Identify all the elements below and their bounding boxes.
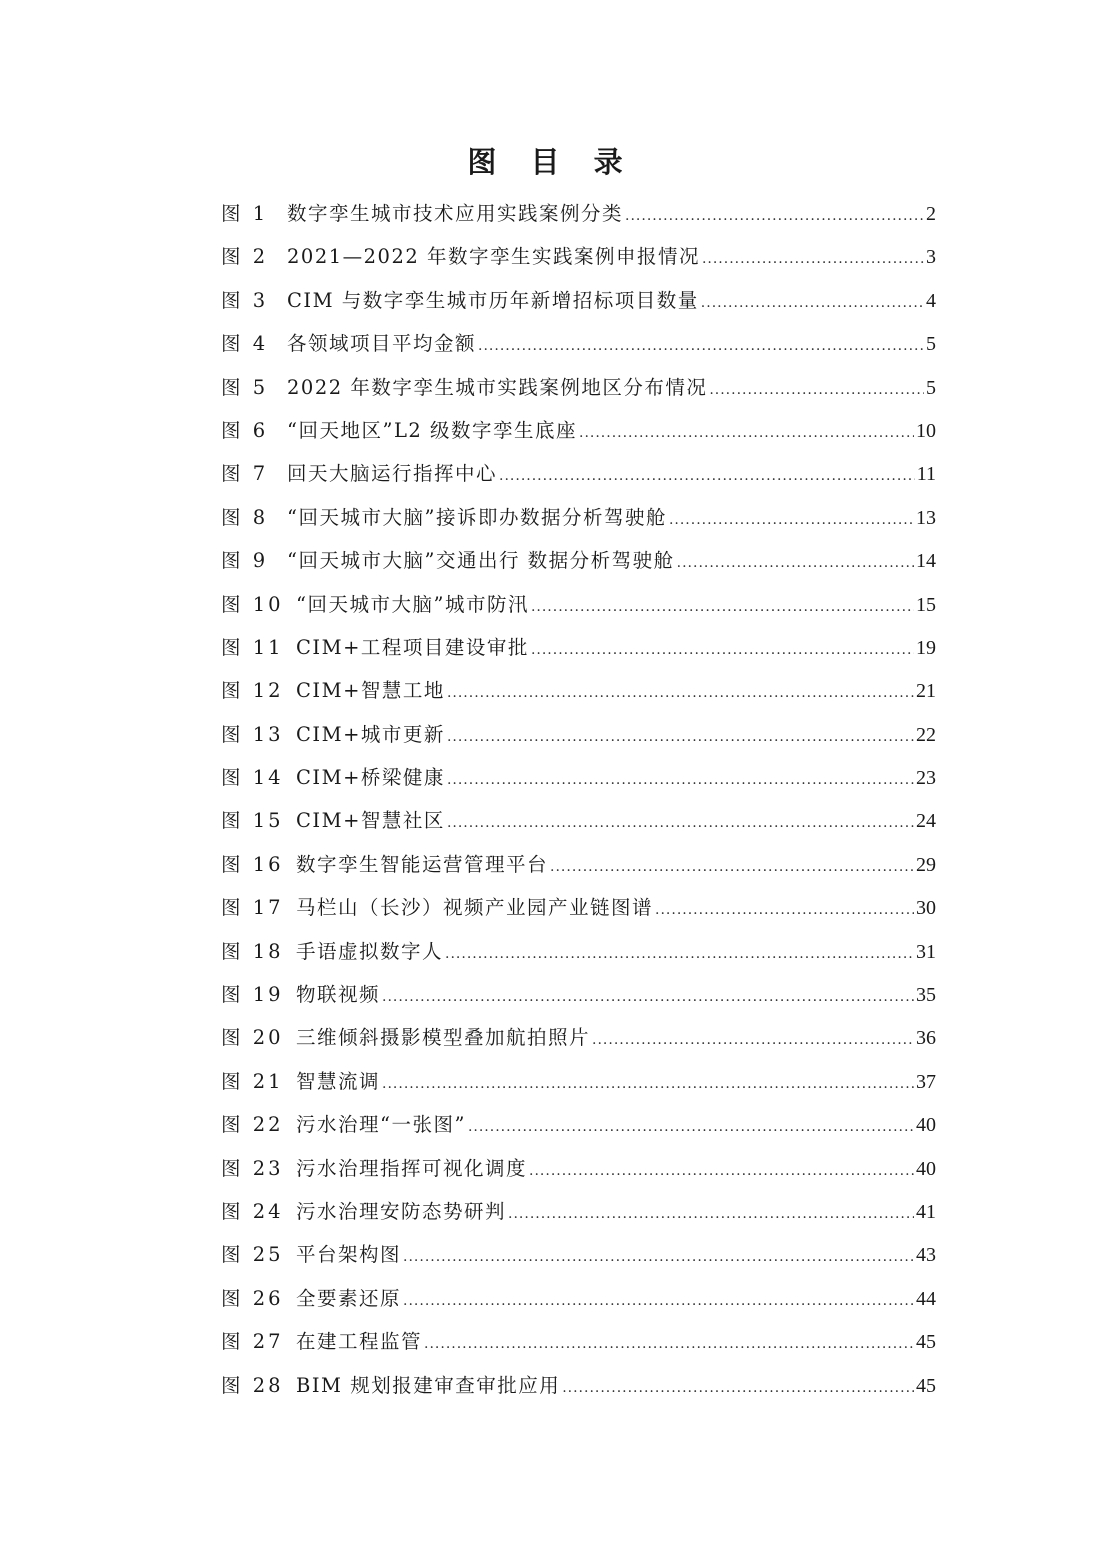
figure-title: CIM 与数字孪生城市历年新增招标项目数量 xyxy=(287,288,699,312)
dot-leader xyxy=(447,759,914,802)
toc-entry[interactable] xyxy=(221,973,936,1016)
figure-number: 图 22 xyxy=(221,1113,284,1137)
figure-title: CIM+工程项目建设审批 xyxy=(296,635,529,659)
toc-entry-label xyxy=(221,1320,422,1363)
toc-entry[interactable] xyxy=(221,279,936,322)
dot-leader xyxy=(424,1323,914,1366)
dot-leader xyxy=(478,325,924,368)
toc-entry[interactable] xyxy=(221,409,936,452)
toc-entry-label xyxy=(221,409,577,452)
figure-number: 图 4 xyxy=(221,332,269,356)
dot-leader xyxy=(625,195,924,238)
figure-title: 2022 年数字孪生城市实践案例地区分布情况 xyxy=(287,375,708,399)
toc-entry[interactable] xyxy=(221,452,936,495)
page-number: 43 xyxy=(916,1244,936,1267)
page-number: 23 xyxy=(916,767,936,790)
figure-number: 图 16 xyxy=(221,852,284,876)
toc-entry[interactable] xyxy=(221,1103,936,1146)
dot-leader xyxy=(562,1367,914,1410)
toc-entry-label xyxy=(221,539,675,582)
toc-entry-label xyxy=(221,930,443,973)
toc-entry[interactable] xyxy=(221,235,936,278)
toc-entry[interactable] xyxy=(221,539,936,582)
toc-entry-label xyxy=(221,192,623,235)
figure-title: CIM+城市更新 xyxy=(296,722,445,746)
page-number: 21 xyxy=(916,680,936,703)
figure-number: 图 25 xyxy=(221,1243,284,1267)
dot-leader xyxy=(709,369,924,412)
figure-title: “回天城市大脑”接诉即办数据分析驾驶舱 xyxy=(287,505,667,529)
toc-entry-label xyxy=(221,713,445,756)
page-number: 44 xyxy=(916,1287,936,1310)
toc-entry-label xyxy=(221,669,445,712)
figure-number: 图 18 xyxy=(221,939,284,963)
page-number: 24 xyxy=(916,810,936,833)
toc-entry-label xyxy=(221,366,707,409)
dot-leader xyxy=(529,1150,914,1193)
figure-title: “回天地区”L2 级数字孪生底座 xyxy=(287,418,577,442)
toc-entry[interactable] xyxy=(221,1233,936,1276)
page-number: 5 xyxy=(926,333,936,356)
figure-number: 图 11 xyxy=(221,635,284,659)
figure-number: 图 28 xyxy=(221,1373,284,1397)
toc-entry[interactable] xyxy=(221,366,936,409)
toc-entry[interactable] xyxy=(221,322,936,365)
dot-leader xyxy=(382,1063,914,1106)
toc-entry[interactable] xyxy=(221,583,936,626)
dot-leader xyxy=(445,933,914,976)
figure-number: 图 10 xyxy=(221,592,284,616)
toc-entry[interactable] xyxy=(221,496,936,539)
toc-entry-label xyxy=(221,496,667,539)
toc-entry-label xyxy=(221,973,380,1016)
toc-entry-label xyxy=(221,843,548,886)
figure-title: 物联视频 xyxy=(296,983,381,1007)
toc-entry-label xyxy=(221,799,445,842)
toc-entry-label xyxy=(221,1147,527,1190)
toc-entry-label xyxy=(221,1016,590,1059)
toc-entry-label xyxy=(221,452,497,495)
figure-title: 在建工程监管 xyxy=(296,1330,423,1354)
figure-title: “回天城市大脑”交通出行 数据分析驾驶舱 xyxy=(287,549,675,573)
figure-number: 图 7 xyxy=(221,462,269,486)
figure-title: 污水治理安防态势研判 xyxy=(296,1199,507,1223)
toc-entry-label xyxy=(221,235,700,278)
page-number: 29 xyxy=(916,853,936,876)
toc-entry[interactable] xyxy=(221,843,936,886)
figure-title: CIM+智慧社区 xyxy=(296,809,445,833)
dot-leader xyxy=(669,499,914,542)
figure-number: 图 3 xyxy=(221,288,269,312)
toc-entry-label xyxy=(221,1364,560,1407)
page-number: 3 xyxy=(926,246,936,269)
dot-leader xyxy=(702,238,924,281)
page-number: 36 xyxy=(916,1027,936,1050)
toc-entry[interactable] xyxy=(221,1190,936,1233)
dot-leader xyxy=(403,1236,914,1279)
page-number: 35 xyxy=(916,984,936,1007)
toc-entry[interactable] xyxy=(221,192,936,235)
dot-leader xyxy=(468,1106,914,1149)
dot-leader xyxy=(550,846,914,889)
figure-title: 2021—2022 年数字孪生实践案例申报情况 xyxy=(287,245,700,269)
toc-entry-label xyxy=(221,279,699,322)
page-number: 4 xyxy=(926,289,936,312)
page-number: 2 xyxy=(926,203,936,225)
page-number: 40 xyxy=(916,1114,936,1137)
page-number: 45 xyxy=(916,1374,936,1397)
dot-leader xyxy=(592,1019,914,1062)
figure-number: 图 6 xyxy=(221,418,269,442)
page-number: 22 xyxy=(916,723,936,746)
figure-number: 图 19 xyxy=(221,983,284,1007)
toc-entry-label xyxy=(221,1060,380,1103)
toc-entry-label xyxy=(221,1233,401,1276)
toc-entry-label xyxy=(221,626,529,669)
figure-title: CIM+智慧工地 xyxy=(296,679,445,703)
figure-number: 图 5 xyxy=(221,375,269,399)
page-number: 31 xyxy=(916,940,936,963)
toc-entry[interactable] xyxy=(221,1147,936,1190)
page-number: 37 xyxy=(916,1070,936,1093)
page-number: 15 xyxy=(916,593,936,616)
toc-entry[interactable] xyxy=(221,1016,936,1059)
toc-entry[interactable] xyxy=(221,669,936,712)
figure-title: 智慧流调 xyxy=(296,1069,381,1093)
toc-entry-label xyxy=(221,1277,401,1320)
toc-entry[interactable] xyxy=(221,1320,936,1363)
dot-leader xyxy=(508,1193,914,1236)
figure-number: 图 15 xyxy=(221,809,284,833)
figure-title: 污水治理指挥可视化调度 xyxy=(296,1156,528,1180)
dot-leader xyxy=(655,889,914,932)
figure-number: 图 1 xyxy=(221,202,269,225)
figure-number: 图 2 xyxy=(221,245,269,269)
toc-entry-label xyxy=(221,1190,506,1233)
figure-number: 图 14 xyxy=(221,766,284,790)
page-number: 13 xyxy=(916,506,936,529)
dot-leader xyxy=(447,716,914,759)
dot-leader xyxy=(677,542,914,585)
figure-number: 图 24 xyxy=(221,1199,284,1223)
figure-title: 数字孪生城市技术应用实践案例分类 xyxy=(287,202,624,225)
toc-entry[interactable] xyxy=(221,1364,936,1407)
toc-entry-label xyxy=(221,1103,466,1146)
page-title: 图 目 录 xyxy=(467,145,635,179)
dot-leader xyxy=(531,586,914,629)
figure-title: 手语虚拟数字人 xyxy=(296,939,444,963)
toc-entry[interactable] xyxy=(221,1060,936,1103)
toc-entry-label xyxy=(221,322,476,365)
figure-title: BIM 规划报建审查审批应用 xyxy=(296,1373,561,1397)
toc-entry[interactable] xyxy=(221,886,936,929)
figure-title: 数字孪生智能运营管理平台 xyxy=(296,852,549,876)
figure-number: 图 26 xyxy=(221,1286,284,1310)
page-number: 45 xyxy=(916,1331,936,1354)
figure-number: 图 23 xyxy=(221,1156,284,1180)
figure-list xyxy=(221,192,936,1407)
dot-leader xyxy=(447,802,914,845)
toc-entry[interactable] xyxy=(221,1277,936,1320)
figure-title: 全要素还原 xyxy=(296,1286,402,1310)
dot-leader xyxy=(403,1280,914,1323)
dot-leader xyxy=(701,282,924,325)
figure-title: CIM+桥梁健康 xyxy=(296,766,445,790)
page-number: 14 xyxy=(916,550,936,573)
page-number: 11 xyxy=(916,463,936,486)
figure-number: 图 20 xyxy=(221,1026,284,1050)
page-number: 19 xyxy=(916,636,936,659)
page-number: 5 xyxy=(926,376,936,399)
toc-entry-label xyxy=(221,756,445,799)
page-number: 41 xyxy=(916,1200,936,1223)
toc-entry-label xyxy=(221,583,529,626)
page-number: 10 xyxy=(916,419,936,442)
toc-entry[interactable] xyxy=(221,756,936,799)
toc-entry[interactable] xyxy=(221,626,936,669)
figure-title: 平台架构图 xyxy=(296,1243,402,1267)
figure-title: 马栏山（长沙）视频产业园产业链图谱 xyxy=(296,896,654,920)
dot-leader xyxy=(531,629,914,672)
dot-leader xyxy=(499,455,915,498)
figure-number: 图 27 xyxy=(221,1330,284,1354)
figure-number: 图 17 xyxy=(221,896,284,920)
figure-title: 三维倾斜摄影模型叠加航拍照片 xyxy=(296,1026,591,1050)
figure-number: 图 9 xyxy=(221,549,269,573)
toc-entry[interactable] xyxy=(221,713,936,756)
toc-entry-label xyxy=(221,886,653,929)
dot-leader xyxy=(447,672,914,715)
page-number: 30 xyxy=(916,897,936,920)
toc-entry[interactable] xyxy=(221,930,936,973)
figure-title: “回天城市大脑”城市防汛 xyxy=(296,592,529,616)
dot-leader xyxy=(382,976,914,1019)
figure-number: 图 8 xyxy=(221,505,269,529)
figure-title: 污水治理“一张图” xyxy=(296,1113,466,1137)
dot-leader xyxy=(579,412,914,455)
figure-number: 图 21 xyxy=(221,1069,284,1093)
figure-title: 各领域项目平均金额 xyxy=(287,332,477,356)
figure-title: 回天大脑运行指挥中心 xyxy=(287,462,498,486)
figure-number: 图 12 xyxy=(221,679,284,703)
figure-number: 图 13 xyxy=(221,722,284,746)
toc-entry[interactable] xyxy=(221,799,936,842)
page-number: 40 xyxy=(916,1157,936,1180)
